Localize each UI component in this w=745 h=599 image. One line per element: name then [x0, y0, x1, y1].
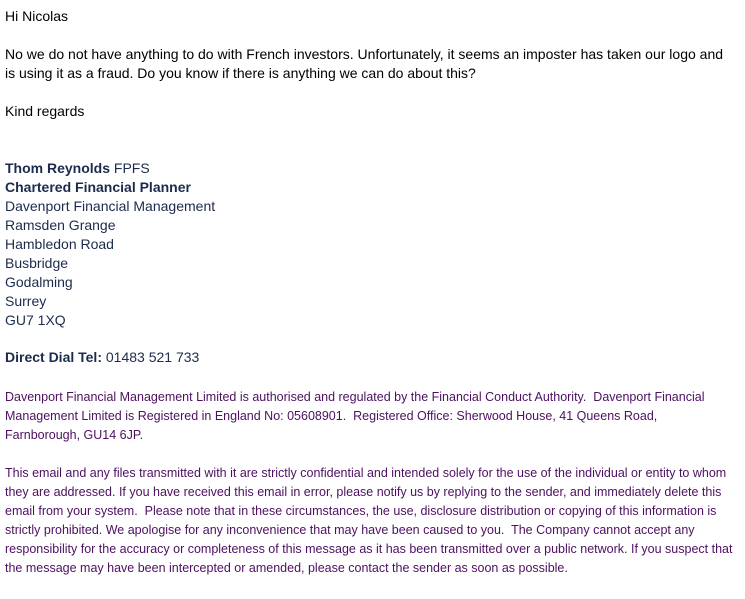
greeting: Hi Nicolas: [5, 8, 69, 24]
email-signature: [5, 159, 215, 330]
direct-dial-number: 01483 521 733: [102, 349, 200, 365]
signature-company: Davenport Financial Management: [5, 198, 216, 214]
address-line: Godalming: [5, 274, 73, 290]
direct-dial: [5, 348, 199, 367]
signature-title: Chartered Financial Planner: [5, 179, 191, 195]
signature-credential: FPFS: [110, 160, 150, 176]
direct-dial-label: Direct Dial Tel:: [5, 349, 102, 365]
address-line: Surrey: [5, 293, 47, 309]
closing: Kind regards: [5, 103, 85, 119]
address-line: Busbridge: [5, 255, 69, 271]
email-body: [5, 7, 735, 121]
signature-name-line: [5, 159, 215, 178]
confidentiality-notice: This email and any files transmitted with it are strictly confidential and intended solely for the use of the individual or entity to whom they are addressed. If you have received this email in error, please notify us by replying to the sender, and immediately delete this email from your system. Please note that in these circumstances, the use, disclosure distribution or copying of this information is strictly prohibited. We apologise for any inconvenience that may have been caused to you. The Company cannot accept any responsibility for the accuracy or completeness of this message as it has been transmitted over a public network. If you suspect that the message may have been intercepted or amended, please contact the sender as soon as possible.: [5, 466, 733, 575]
address-line: Hambledon Road: [5, 236, 114, 252]
body-paragraph: No we do not have anything to do with French investors. Unfortunately, it seems an imposter has taken our logo and is using it as a fraud. Do you know if there is anything we can do about this?: [5, 46, 724, 81]
address-line: GU7 1XQ: [5, 312, 66, 328]
regulation-notice: Davenport Financial Management Limited is authorised and regulated by the Financial Conduct Authority. Davenport Financial Management Limited is Registered in England No: 05608901. Registered Office: Sherwood House, 41 Queens Road, Farnborough, GU14 6JP.: [5, 390, 705, 442]
legal-disclaimer: [5, 388, 733, 578]
signature-name: Thom Reynolds: [5, 160, 111, 176]
address-line: Ramsden Grange: [5, 217, 116, 233]
